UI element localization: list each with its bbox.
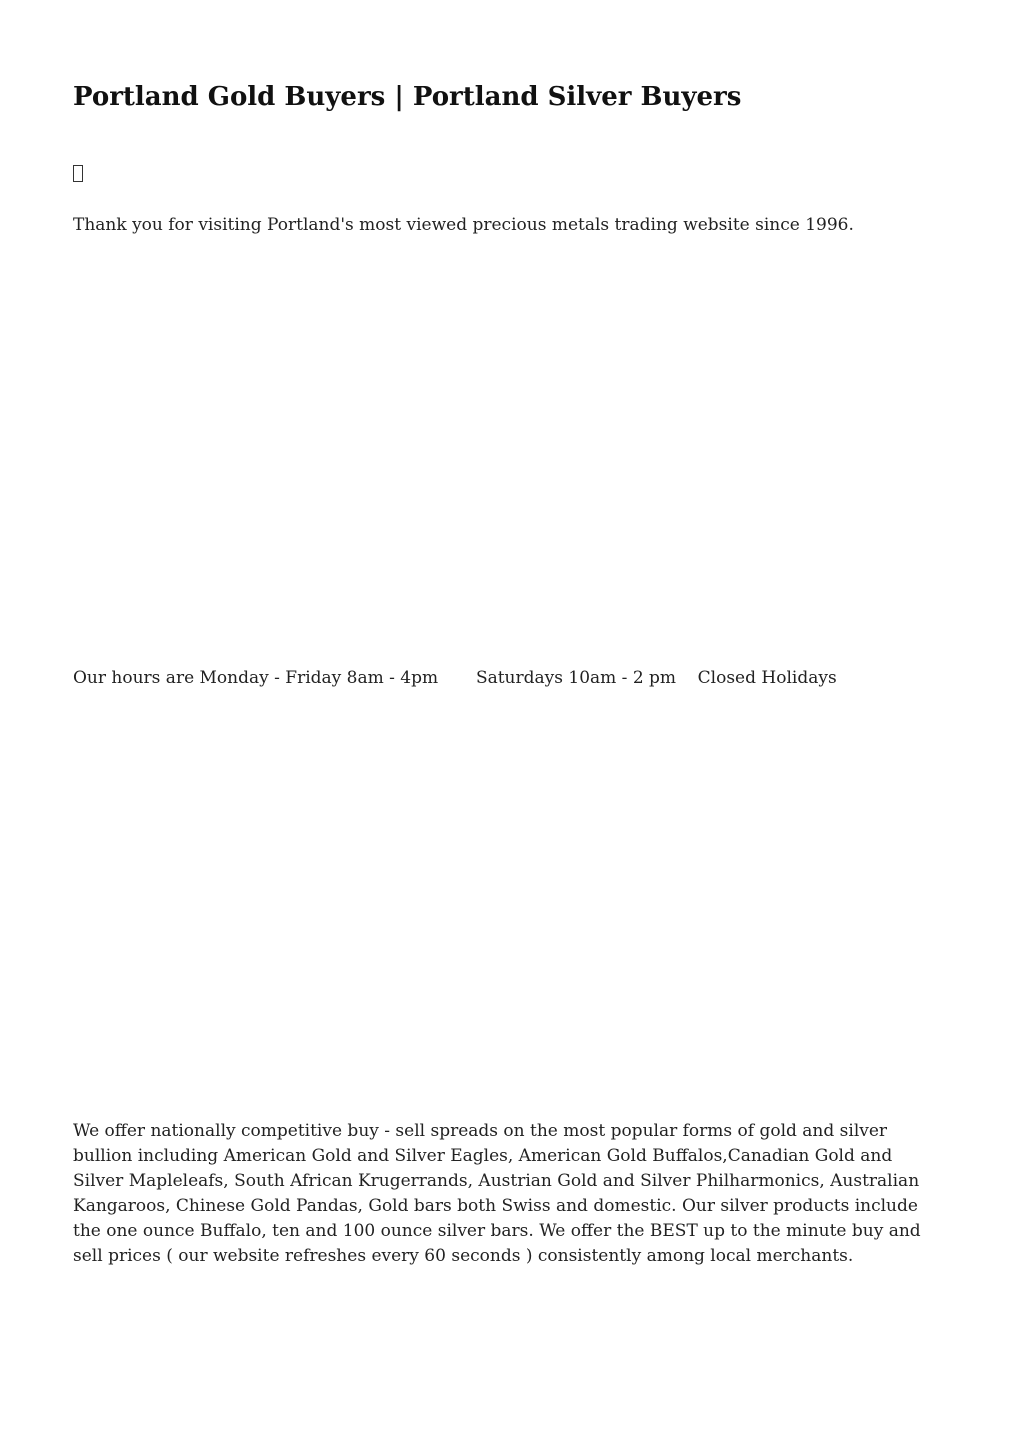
hours-paragraph: Our hours are Monday - Friday 8am - 4pm Saturdays 10am - 2 pm Closed Holidays <box>73 668 837 688</box>
offer-paragraph: We offer nationally competitive buy - sell spreads on the most popular forms of gold and silver bullion including American Gold and Silver Eagles, American Gold Buffalos,Canadian Gold and Silver Mapleleafs, South African Krugerrands, Austrian Gold and Silver Philharmonics, Australian Kangaroos, Chinese Gold Pandas, Gold bars both Swiss and domestic. Our silver products include the one ounce Buffalo, ten and 100 ounce silver bars. We offer the BEST up to the minute buy and sell prices ( our website refreshes every 60 seconds ) consistently among local merchants. <box>73 1121 921 1266</box>
page-title: Portland Gold Buyers | Portland Silver Buyers <box>73 82 742 112</box>
missing-glyph-icon <box>73 165 83 182</box>
intro-paragraph: Thank you for visiting Portland's most viewed precious metals trading website since 1996. <box>73 215 854 235</box>
